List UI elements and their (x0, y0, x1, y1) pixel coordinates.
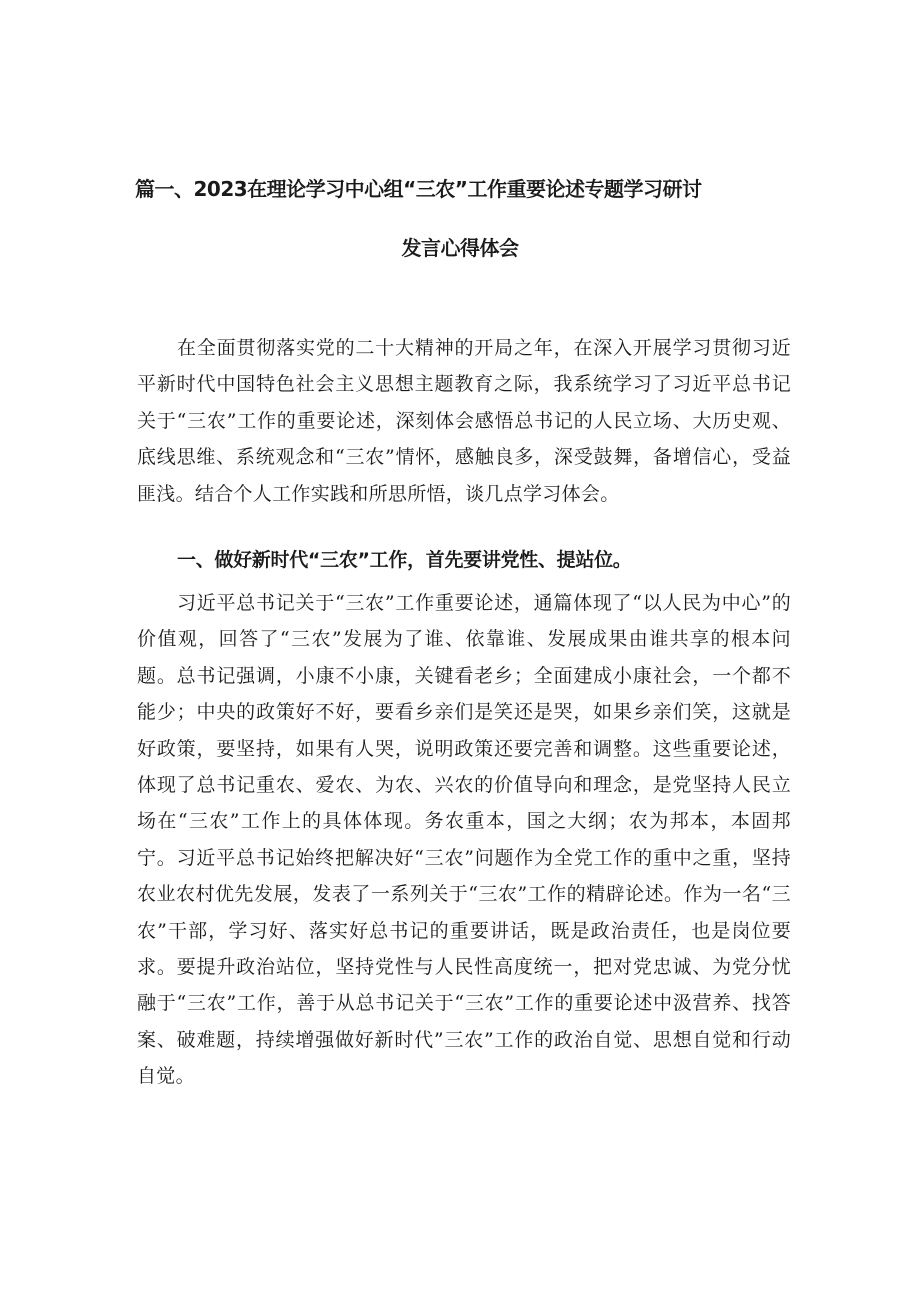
document-title-line-2: 发言心得体会 (401, 236, 519, 260)
intro-paragraph: 在全面贯彻落实党的二十大精神的开局之年，在深入开展学习贯彻习近平新时代中国特色社会主义思想主题教育之际，我系统学习了习近平总书记关于“三农”工作的重要论述，深刻体会感悟总书记的人民立场、大历史观、底线思维、系统观念和“三农”情怀，感触良多，深受鼓舞，备增信心，受益匪浅。结合个人工作实践和所思所悟，谈几点学习体会。 (137, 337, 791, 505)
section-1-paragraph: 习近平总书记关于“三农”工作重要论述，通篇体现了“以人民为中心”的价值观，回答了“三农”发展为了谁、依靠谁、发展成果由谁共享的根本问题。总书记强调，小康不小康，关键看老乡；全面建成小康社会，一个都不能少；中央的政策好不好，要看乡亲们是笑还是哭，如果乡亲们笑，这就是好政策，要坚持，如果有人哭，说明政策还要完善和调整。这些重要论述，体现了总书记重农、爱农、为农、兴农的价值导向和理念，是党坚持人民立场在“三农”工作上的具体体现。务农重本，国之大纲；农为邦本，本固邦宁。习近平总书记始终把解决好“三农”问题作为全党工作的重中之重，坚持农业农村优先发展，发表了一系列关于“三农”工作的精辟论述。作为一名“三农”干部，学习好、落实好总书记的重要讲话，既是政治责任，也是岗位要求。要提升政治站位，坚持党性与人民性高度统一，把对党忠诚、为党分忧融于“三农”工作，善于从总书记关于“三农”工作的重要论述中汲营养、找答案、破难题，持续增强做好新时代”三农”工作的政治自觉、思想自觉和行动自觉。 (137, 592, 791, 1088)
document-title-line-1: 篇一、2023在理论学习中心组“三农”工作重要论述专题学习研讨 (135, 177, 702, 201)
section-heading-1: 一、做好新时代“三农”工作，首先要讲党性、提站位。 (177, 549, 632, 571)
